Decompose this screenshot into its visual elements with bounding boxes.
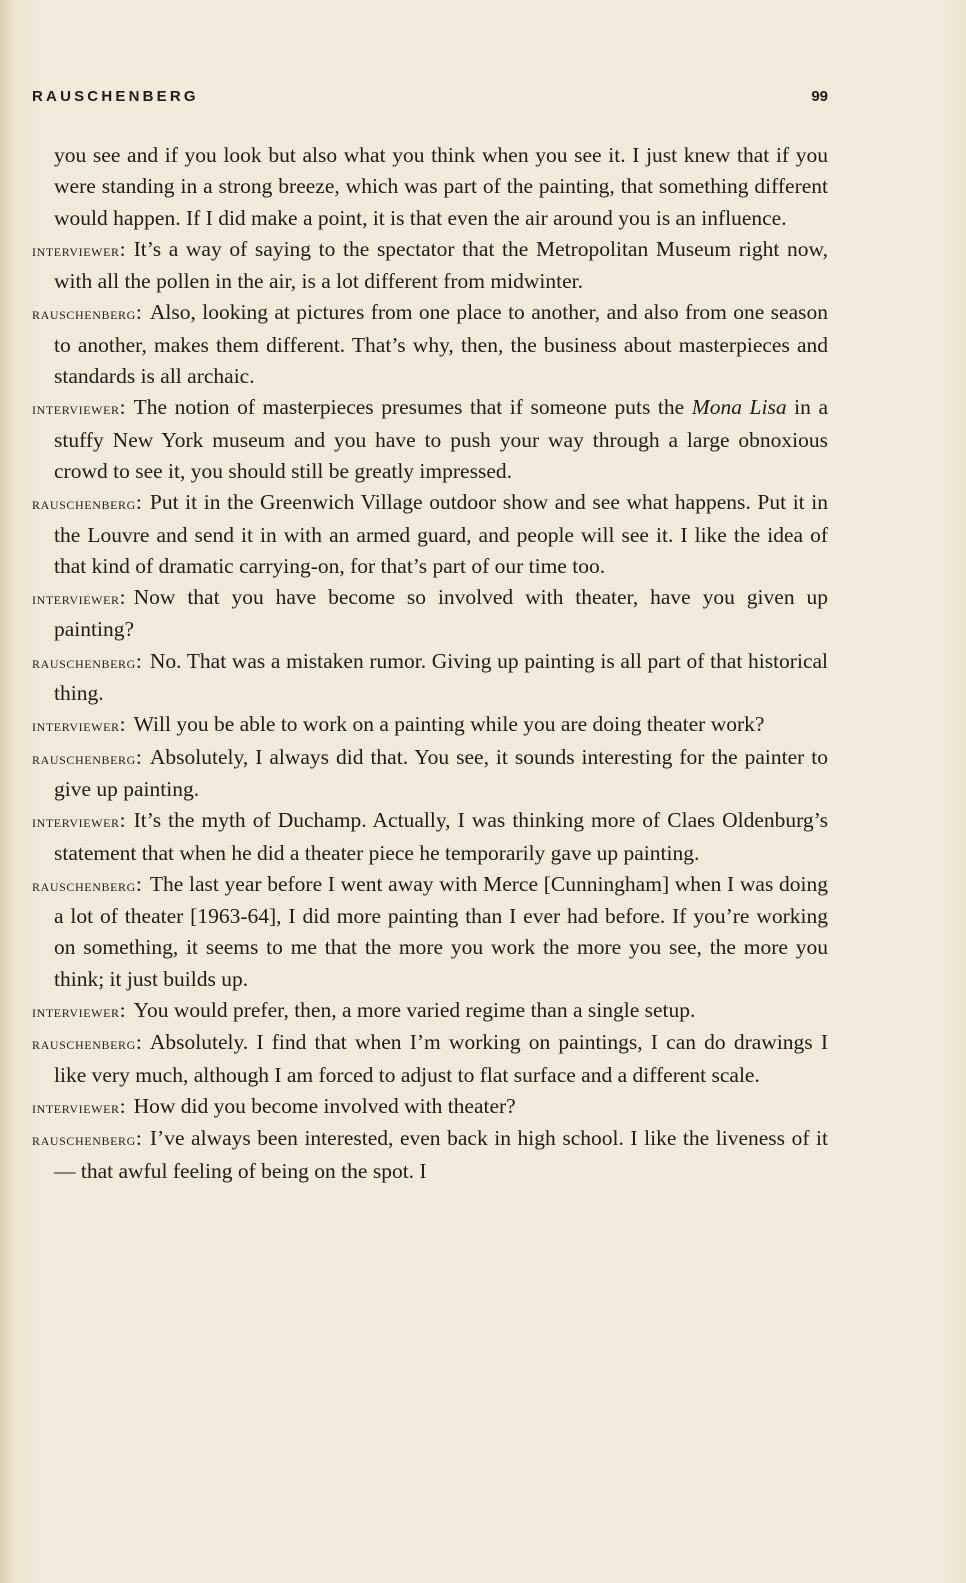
speaker-label: rauschenberg (32, 652, 136, 672)
dialogue-text: The notion of masterpieces presumes that if someone puts the (133, 395, 692, 420)
body-text (32, 140, 828, 1187)
dialogue-paragraph: interviewer: Will you be able to work on a painting while you are doing theater work? (32, 712, 765, 737)
speaker-label: interviewer (32, 240, 120, 260)
opening-paragraph: you see and if you look but also what you think when you see it. I just knew that if you were standing in a strong breeze, which was part of the painting, that something different would happen. If I did make a point, it is that even the air around you is an influence. (54, 143, 828, 230)
dialogue-text: It’s the myth of Duchamp. Actually, I was thinking more of Claes Oldenburg’s statement that when he did a theater piece he temporarily gave up painting. (54, 808, 828, 865)
dialogue-text: I’ve always been interested, even back in high school. I like the liveness of it — that awful feeling of being on the spot. I (54, 1126, 828, 1183)
dialogue-paragraph: interviewer: It’s a way of saying to the spectator that the Metropolitan Museum right now, with all the pollen in the air, is a lot different from midwinter. (32, 236, 828, 294)
dialogue-text: It’s a way of saying to the spectator that the Metropolitan Museum right now, with all the pollen in the air, is a lot different from midwinter. (54, 236, 828, 294)
dialogue-paragraph: rauschenberg: I’ve always been interested, even back in high school. I like the liveness of it — that awful feeling of being on the spot. I (32, 1126, 828, 1183)
speaker-label: interviewer (32, 1097, 120, 1117)
dialogue-paragraph: interviewer: It’s the myth of Duchamp. Actually, I was thinking more of Claes Oldenburg’s statement that when he did a theater piece he temporarily gave up painting. (32, 808, 828, 865)
speaker-label: rauschenberg (32, 875, 136, 895)
dialogue-paragraph: rauschenberg: The last year before I went away with Merce [Cunningham] when I was doing a lot of theater [1963-64], I did more painting than I ever had before. If you’re working on something, it seems to me that the more you work the more you see, the more you think; it just builds up. (32, 871, 828, 991)
speaker-label: interviewer (32, 399, 120, 419)
dialogue-paragraph: interviewer: How did you become involved with theater? (32, 1093, 516, 1118)
dialogue-paragraph: rauschenberg: Absolutely, I always did that. You see, it sounds interesting for the painter to give up painting. (32, 744, 828, 801)
dialogue-paragraph: rauschenberg: No. That was a mistaken rumor. Giving up painting is all part of that historical thing. (32, 648, 828, 706)
speaker-label: interviewer (32, 589, 120, 609)
dialogue-text: The last year before I went away with Merce [Cunningham] when I was doing a lot of theater [1963-64], I did more painting than I ever had before. If you’re working on something, it seems to me that the more you work the more you see, the more you think; it just builds up. (54, 871, 828, 991)
dialogue-paragraph: rauschenberg: Put it in the Greenwich Village outdoor show and see what happens. Put it in the Louvre and send it in with an armed guard, and people will see it. I like the idea of that kind of dramatic carrying-on, for that’s part of our time too. (32, 490, 828, 578)
dialogue-text: Will you be able to work on a painting while you are doing theater work? (133, 712, 765, 737)
speaker-label: interviewer (32, 716, 120, 736)
speaker-label: rauschenberg (32, 1130, 136, 1150)
speaker-label: rauschenberg (32, 304, 136, 324)
artwork-title: Mona Lisa (691, 395, 787, 420)
dialogue-paragraph: interviewer: The notion of masterpieces presumes that if someone puts the Mona Lisa in a stuffy New York museum and you have to push your way through a large obnoxious crowd to see it, you should still be greatly impressed. (32, 395, 828, 483)
dialogue-text: Also, looking at pictures from one place to another, and also from one season to another, makes them different. That’s why, then, the business about masterpieces and standards is all archaic. (54, 300, 828, 389)
dialogue-text: Put it in the Greenwich Village outdoor show and see what happens. Put it in the Louvre and send it in with an armed guard, and people will see it. I like the idea of that kind of dramatic carrying-on, for that’s part of our time too. (54, 490, 828, 578)
speaker-label: interviewer (32, 812, 120, 832)
speaker-label: interviewer (32, 1002, 120, 1022)
speaker-label: rauschenberg (32, 1034, 136, 1054)
dialogue-paragraph: rauschenberg: Also, looking at pictures from one place to another, and also from one season to another, makes them different. That’s why, then, the business about masterpieces and standards is all archaic. (32, 300, 828, 389)
dialogue-text: in a stuffy New York museum and you have to push your way through a large obnoxious crowd to see it, you should still be greatly impressed. (54, 395, 828, 483)
speaker-label: rauschenberg (32, 748, 136, 768)
dialogue-text: How did you become involved with theater? (133, 1093, 516, 1118)
dialogue-paragraph: interviewer: You would prefer, then, a more varied regime than a single setup. (32, 998, 696, 1023)
dialogue-paragraph: rauschenberg: Absolutely. I find that when I’m working on paintings, I can do drawings I like very much, although I am forced to adjust to flat surface and a different scale. (32, 1030, 828, 1087)
running-head (32, 88, 828, 112)
speaker-label: rauschenberg (32, 494, 136, 514)
dialogue-text: No. That was a mistaken rumor. Giving up painting is all part of that historical thing. (54, 648, 828, 706)
dialogue-text: Absolutely, I always did that. You see, it sounds interesting for the painter to give up painting. (54, 744, 828, 801)
dialogue-text: You would prefer, then, a more varied regime than a single setup. (133, 998, 696, 1023)
running-title: RAUSCHENBERG (32, 88, 199, 105)
page-number: 99 (811, 88, 828, 105)
dialogue-paragraph: interviewer: Now that you have become so involved with theater, have you given up painting? (32, 585, 828, 642)
dialogue-text: Now that you have become so involved with theater, have you given up painting? (54, 585, 828, 642)
dialogue-text: Absolutely. I find that when I’m working on paintings, I can do drawings I like very much, although I am forced to adjust to flat surface and a different scale. (54, 1030, 828, 1087)
